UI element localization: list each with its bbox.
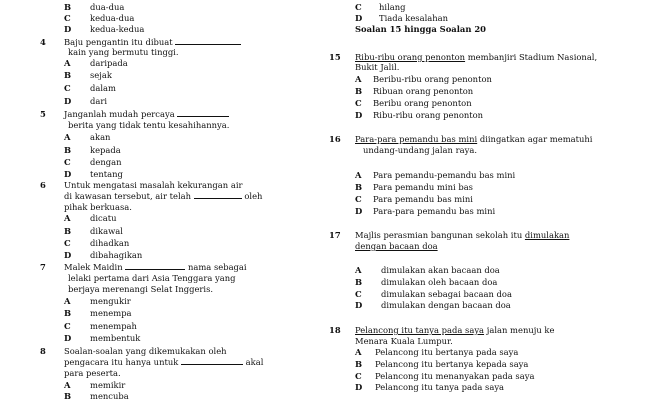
option-text: Pelancong itu bertanya pada saya — [375, 347, 519, 357]
question-text: Janganlah mudah percaya — [64, 109, 175, 119]
option-text: dari — [90, 96, 108, 106]
question-text: Majlis perasmian bangunan sekolah itu — [355, 230, 525, 240]
option-text: kepada — [90, 145, 121, 155]
option-text: kedua-kedua — [90, 24, 145, 34]
option-letter: D — [355, 382, 363, 392]
option-letter: A — [64, 380, 71, 390]
option-letter: B — [64, 145, 72, 155]
option-text: daripada — [90, 58, 128, 68]
option-letter: B — [64, 308, 72, 318]
question-number: 18 — [329, 325, 341, 335]
option-letter: C — [64, 157, 71, 167]
option-letter: C — [355, 194, 362, 204]
option-letter: B — [355, 359, 363, 369]
question-number: 16 — [329, 134, 341, 144]
option-text: dimulakan sebagai bacaan doa — [381, 289, 512, 299]
question-text: undang-undang jalan raya. — [363, 145, 477, 155]
option-text: mengukir — [90, 296, 131, 306]
option-letter: D — [64, 333, 72, 343]
answer-blank — [194, 191, 242, 199]
question-number: 15 — [329, 52, 341, 62]
option-text: Para pemandu bas mini — [373, 194, 473, 204]
answer-blank — [181, 357, 243, 365]
question-text: oleh — [244, 191, 263, 201]
option-text: Beribu-ribu orang penonton — [373, 74, 492, 84]
option-letter: D — [355, 13, 363, 23]
question-text: diingatkan agar mematuhi — [477, 134, 593, 144]
answer-blank — [177, 109, 229, 117]
question-number: 8 — [40, 346, 46, 356]
option-letter: A — [64, 58, 71, 68]
option-letter: D — [355, 110, 363, 120]
question-text: pengacara itu hanya untuk — [64, 357, 179, 367]
option-letter: D — [64, 250, 72, 260]
option-letter: C — [355, 289, 362, 299]
option-letter: A — [64, 296, 71, 306]
option-text: Ribu-ribu orang penonton — [373, 110, 484, 120]
question-text: di kawasan tersebut, air telah — [64, 191, 192, 201]
option-text: tentang — [90, 169, 123, 179]
underlined-phrase: Pelancong itu tanya pada saya — [355, 325, 485, 335]
option-letter: D — [355, 206, 363, 216]
answer-blank — [125, 262, 185, 270]
option-letter: A — [355, 74, 362, 84]
option-text: Para pemandu-pemandu bas mini — [373, 170, 516, 180]
option-letter: C — [64, 238, 71, 248]
option-text: memikir — [90, 380, 126, 390]
option-text: Tiada kesalahan — [379, 13, 449, 23]
option-text: dikawal — [90, 226, 123, 236]
option-letter: A — [355, 347, 362, 357]
option-letter: C — [64, 321, 71, 331]
option-text: dihadkan — [90, 238, 130, 248]
question-text: Malek Maidin — [64, 262, 123, 272]
option-letter: A — [355, 170, 362, 180]
option-text: dua-dua — [90, 2, 125, 12]
question-number: 5 — [40, 109, 46, 119]
option-text: Pelancong itu menanyakan pada saya — [375, 371, 535, 381]
question-text: nama sebagai — [187, 262, 247, 272]
question-text: berita yang tidak tentu kesahihannya. — [68, 120, 230, 130]
option-letter: B — [64, 391, 72, 401]
question-text: membanjiri Stadium Nasional, — [465, 52, 598, 62]
underlined-phrase: dimulakan — [524, 230, 570, 240]
question-number: 6 — [40, 180, 46, 190]
option-letter: C — [355, 371, 362, 381]
question-text: lelaki pertama dari Asia Tenggara yang — [68, 273, 236, 283]
option-text: dicatu — [90, 213, 117, 223]
option-text: mencuba — [90, 391, 129, 401]
option-letter: D — [64, 96, 72, 106]
option-text: Para-para pemandu bas mini — [373, 206, 496, 216]
option-letter: D — [64, 24, 72, 34]
question-text: jalan menuju ke — [484, 325, 555, 335]
option-letter: D — [355, 300, 363, 310]
option-text: dibahagikan — [90, 250, 143, 260]
question-text: Soalan-soalan yang dikemukakan oleh — [64, 346, 227, 356]
option-text: kedua-dua — [90, 13, 135, 23]
underlined-phrase: dengan bacaan doa — [355, 241, 438, 251]
question-text: Menara Kuala Lumpur. — [355, 336, 453, 346]
option-text: hilang — [379, 2, 406, 12]
option-text: Pelancong itu bertanya kepada saya — [375, 359, 529, 369]
question-number: 4 — [40, 37, 46, 47]
option-text: akan — [90, 132, 111, 142]
section-heading: Soalan 15 hingga Soalan 20 — [355, 24, 486, 34]
answer-blank — [175, 37, 241, 45]
option-letter: B — [355, 182, 363, 192]
option-letter: B — [355, 86, 363, 96]
question-text: akal — [245, 357, 264, 367]
option-text: menempa — [90, 308, 132, 318]
option-letter: B — [64, 70, 72, 80]
option-letter: C — [355, 98, 362, 108]
option-text: dalam — [90, 83, 116, 93]
question-number: 17 — [329, 230, 341, 240]
option-letter: B — [64, 226, 72, 236]
question-text: berjaya merenangi Selat Inggeris. — [68, 284, 214, 294]
option-letter: B — [355, 277, 363, 287]
option-text: dengan — [90, 157, 122, 167]
option-text: menempah — [90, 321, 137, 331]
option-letter: D — [64, 169, 72, 179]
option-letter: B — [64, 2, 72, 12]
question-text: pihak berkuasa. — [64, 202, 132, 212]
underlined-phrase: Ribu-ribu orang penonton — [355, 52, 466, 62]
option-text: sejak — [90, 70, 112, 80]
option-text: Ribuan orang penonton — [373, 86, 474, 96]
question-number: 7 — [40, 262, 46, 272]
question-text: kain yang bermutu tinggi. — [68, 47, 179, 57]
option-text: Para pemandu mini bas — [373, 182, 473, 192]
question-text: Untuk mengatasi masalah kekurangan air — [64, 180, 243, 190]
option-letter: C — [64, 13, 71, 23]
option-text: dimulakan akan bacaan doa — [381, 265, 500, 275]
option-text: dimulakan dengan bacaan doa — [381, 300, 511, 310]
option-text: Beribu orang penonton — [373, 98, 472, 108]
option-text: dimulakan oleh bacaan doa — [381, 277, 498, 287]
option-letter: A — [355, 265, 362, 275]
option-letter: A — [64, 213, 71, 223]
underlined-phrase: Para-para pemandu bas mini — [355, 134, 478, 144]
option-text: Pelancong itu tanya pada saya — [375, 382, 505, 392]
question-text: Baju pengantin itu dibuat — [64, 37, 173, 47]
option-letter: C — [64, 83, 71, 93]
option-letter: A — [64, 132, 71, 142]
question-text: para peserta. — [64, 368, 121, 378]
option-text: membentuk — [90, 333, 141, 343]
option-letter: C — [355, 2, 362, 12]
question-text: Bukit Jalil. — [355, 62, 400, 72]
